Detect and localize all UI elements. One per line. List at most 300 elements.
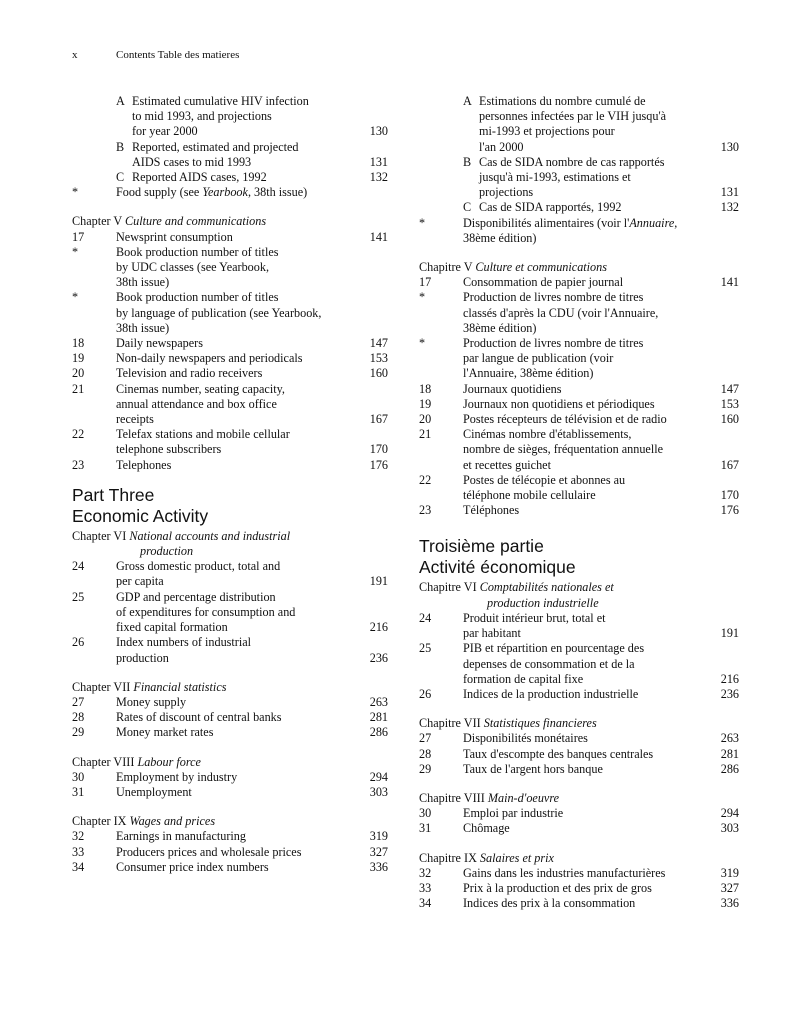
- toc-entry: [419, 275, 739, 290]
- entry-title: [479, 94, 739, 155]
- entry-number: C: [463, 200, 472, 215]
- entry-text-line: Cas de SIDA nombre de cas rapportés: [479, 154, 665, 169]
- entry-number: 32: [419, 865, 432, 880]
- toc-entry: [72, 230, 388, 245]
- entry-text-line: Money market rates: [116, 725, 214, 740]
- entry-title: [132, 170, 388, 185]
- chapter-title: Culture et communications: [475, 260, 607, 275]
- entry-number: 18: [419, 381, 432, 396]
- entry-title: [463, 382, 739, 397]
- entry-title: [463, 611, 739, 641]
- chapter-title: Comptabilités nationales et: [479, 580, 614, 595]
- entry-title: [463, 275, 739, 290]
- entry-title: [463, 412, 739, 427]
- entry-text-line: classés d'après la CDU (voir l'Annuaire,: [463, 305, 659, 320]
- entry-page: 216: [720, 671, 739, 686]
- entry-number: 26: [419, 686, 432, 701]
- chapter-title: Main-d'oeuvre: [487, 790, 560, 805]
- entry-text-line: receipts: [116, 412, 154, 427]
- chapter-title: Wages and prices: [129, 814, 216, 829]
- entry-number: *: [72, 244, 79, 259]
- toc-entry: [72, 458, 388, 473]
- entry-text-line: Non-daily newspapers and periodicals: [116, 351, 303, 366]
- part-number: Troisième partie: [419, 536, 544, 557]
- entry-text-line: Rates of discount of central banks: [116, 710, 282, 725]
- entry-text-line: Production de livres nombre de titres: [463, 336, 644, 351]
- entry-text-line: Cinemas number, seating capacity,: [116, 381, 285, 396]
- chapter-label: Chapitre VI: [419, 580, 477, 595]
- toc-entry: [419, 747, 739, 762]
- toc-entry: [72, 366, 388, 381]
- entry-text: Disponibilités alimentaires (voir l': [463, 215, 630, 230]
- entry-page: 170: [720, 488, 739, 503]
- entry-text-line: formation de capital fixe: [463, 671, 584, 686]
- toc-entry: [72, 427, 388, 457]
- entry-title: [116, 725, 388, 740]
- entry-text-line: Producers prices and wholesale prices: [116, 844, 302, 859]
- entry-number: 17: [72, 229, 85, 244]
- entry-title: [463, 641, 739, 687]
- toc-entry: [419, 731, 739, 746]
- entry-title: [479, 155, 739, 201]
- chapter-heading: [72, 680, 388, 695]
- entry-text-line: Earnings in manufacturing: [116, 829, 246, 844]
- chapter-heading: [419, 851, 739, 866]
- chapter-heading: [72, 529, 388, 559]
- entry-title: [116, 290, 388, 336]
- entry-title: [132, 140, 388, 170]
- entry-text-line: Postes récepteurs de télévision et de radio: [463, 412, 667, 427]
- toc-entry: [419, 336, 739, 382]
- entry-number: 18: [72, 336, 85, 351]
- entry-title: [116, 785, 388, 800]
- entry-number: *: [72, 185, 79, 200]
- entry-text-line: AIDS cases to mid 1993: [132, 154, 252, 169]
- chapter-title-cont: production industrielle: [487, 595, 599, 610]
- entry-title: [463, 881, 739, 896]
- entry-text-line: Taux d'escompte des banques centrales: [463, 746, 654, 761]
- entry-number: 25: [72, 589, 85, 604]
- entry-text-line: Reported, estimated and projected: [132, 139, 299, 154]
- entry-page: 286: [720, 761, 739, 776]
- entry-text-line: by language of publication (see Yearbook,: [116, 305, 322, 320]
- entry-title: [116, 695, 388, 710]
- toc-entry: [419, 382, 739, 397]
- entry-title: [116, 829, 388, 844]
- entry-page: 281: [369, 710, 388, 725]
- entry-number: 34: [72, 859, 85, 874]
- toc-entry: [72, 845, 388, 860]
- entry-text-line: Telephones: [116, 457, 172, 472]
- part-number: Part Three: [72, 484, 155, 505]
- entry-page: 327: [720, 880, 739, 895]
- entry-text-line: Consumer price index numbers: [116, 859, 269, 874]
- entry-page: 160: [369, 366, 388, 381]
- entry-title: [463, 503, 739, 518]
- entry-text-line: Newsprint consumption: [116, 229, 233, 244]
- entry-text-line: Estimations du nombre cumulé de: [479, 94, 646, 108]
- entry-text-line: 38ème édition): [463, 320, 537, 335]
- entry-title: [463, 762, 739, 777]
- entry-text-line: Téléphones: [463, 503, 520, 518]
- entry-number: 30: [419, 806, 432, 821]
- chapter-title: Salaires et prix: [479, 850, 554, 865]
- entry-page: 131: [369, 154, 388, 169]
- entry-text-line: Gains dans les industries manufacturières: [463, 865, 666, 880]
- entry-number: 22: [72, 427, 85, 442]
- entry-text-line: projections: [479, 185, 534, 200]
- entry-number: 27: [72, 694, 85, 709]
- entry-title: [116, 382, 388, 428]
- entry-text-line: Prix à la production et des prix de gros: [463, 880, 652, 895]
- part-heading: [419, 536, 739, 578]
- entry-page: 236: [720, 686, 739, 701]
- toc-entry: [72, 635, 388, 665]
- contents-column-english: [72, 94, 388, 875]
- entry-text-line: GDP and percentage distribution: [116, 589, 276, 604]
- entry-title: [116, 710, 388, 725]
- chapter-heading: [419, 580, 739, 610]
- entry-text-line: Money supply: [116, 694, 187, 709]
- entry-title: [463, 336, 739, 382]
- entry-page: 336: [720, 896, 739, 911]
- entry-title: [116, 559, 388, 589]
- entry-page: 153: [369, 351, 388, 366]
- entry-text-line: nombre de sièges, fréquentation annuelle: [463, 442, 664, 457]
- entry-title: [463, 473, 739, 503]
- chapter-title-cont: production: [140, 544, 194, 559]
- toc-entry: [72, 559, 388, 589]
- entry-text-line: 38th issue): [116, 320, 170, 335]
- entry-page: 176: [720, 503, 739, 518]
- entry-page: 319: [369, 829, 388, 844]
- contents-column-french: [419, 94, 739, 911]
- entry-page: 281: [720, 746, 739, 761]
- entry-text-line: Consommation de papier journal: [463, 275, 624, 290]
- entry-title: [116, 366, 388, 381]
- part-title: Economic Activity: [72, 505, 209, 526]
- toc-entry: [72, 785, 388, 800]
- entry-number: 34: [419, 896, 432, 911]
- toc-entry: [72, 170, 388, 185]
- entry-number: 22: [419, 472, 432, 487]
- toc-entry: [72, 829, 388, 844]
- chapter-label: Chapter V: [72, 214, 122, 229]
- entry-text-line: Production de livres nombre de titres: [463, 290, 644, 305]
- entry-title: [463, 866, 739, 881]
- entry-title: [463, 397, 739, 412]
- entry-text-line: Journaux non quotidiens et périodiques: [463, 396, 655, 411]
- entry-page: 294: [369, 769, 388, 784]
- entry-title: [116, 185, 388, 200]
- entry-text-line: par langue de publication (voir: [463, 351, 614, 366]
- entry-page: 132: [720, 200, 739, 215]
- entry-title: [116, 351, 388, 366]
- entry-text-line: per capita: [116, 574, 164, 589]
- entry-text-line: production: [116, 650, 169, 665]
- entry-page: 131: [720, 185, 739, 200]
- toc-entry: [72, 590, 388, 636]
- toc-entry: [72, 382, 388, 428]
- toc-entry: [72, 770, 388, 785]
- toc-entry: [72, 245, 388, 291]
- toc-entry: [72, 140, 388, 170]
- entry-text-line: mi-1993 et projections pour: [479, 124, 615, 139]
- entry-page: 327: [369, 844, 388, 859]
- entry-page: 236: [369, 650, 388, 665]
- entry-text-line: Indices des prix à la consommation: [463, 896, 636, 911]
- entry-page: 286: [369, 725, 388, 740]
- entry-page: 336: [369, 859, 388, 874]
- chapter-label: Chapitre VIII: [419, 790, 485, 805]
- toc-entry: [72, 695, 388, 710]
- toc-entry: [419, 641, 739, 687]
- page-number: x: [72, 49, 78, 61]
- chapter-label: Chapter IX: [72, 814, 127, 829]
- entry-title: [116, 860, 388, 875]
- entry-text-line: Produit intérieur brut, total et: [463, 610, 606, 625]
- entry-number: 31: [72, 784, 85, 799]
- entry-page: 141: [720, 275, 739, 290]
- entry-number: B: [116, 139, 125, 154]
- entry-number: 20: [419, 412, 432, 427]
- toc-entry: [419, 762, 739, 777]
- toc-entry: [72, 710, 388, 725]
- entry-number: A: [116, 94, 125, 108]
- entry-number: 24: [419, 610, 432, 625]
- toc-entry: [72, 351, 388, 366]
- entry-text-line: depenses de consommation et de la: [463, 656, 635, 671]
- entry-page: 167: [720, 457, 739, 472]
- entry-title: [116, 845, 388, 860]
- entry-title: [116, 770, 388, 785]
- toc-entry: [72, 725, 388, 740]
- entry-text-line: et recettes guichet: [463, 457, 551, 472]
- chapter-label: Chapitre IX: [419, 850, 477, 865]
- entry-number: 23: [419, 503, 432, 518]
- chapter-title: Labour force: [137, 754, 201, 769]
- running-title: Contents Table des matieres: [116, 49, 240, 61]
- entry-title: [463, 896, 739, 911]
- toc-entry: [419, 821, 739, 836]
- entry-text-line: Cas de SIDA rapportés, 1992: [479, 200, 622, 215]
- part-heading: [72, 485, 388, 527]
- entry-title: [116, 336, 388, 351]
- entry-text-line: Unemployment: [116, 784, 192, 799]
- entry-text-line: jusqu'à mi-1993, estimations et: [479, 170, 631, 185]
- entry-number: A: [463, 94, 472, 108]
- entry-text-italic: Annuaire: [629, 215, 675, 230]
- entry-text-line: l'Annuaire, 38ème édition): [463, 366, 594, 381]
- entry-text-line: personnes infectées par le VIH jusqu'à: [479, 109, 667, 124]
- entry-text-line: Taux de l'argent hors banque: [463, 761, 603, 776]
- entry-text-line: Estimated cumulative HIV infection: [132, 94, 309, 108]
- entry-number: *: [72, 290, 79, 305]
- entry-page: 263: [369, 694, 388, 709]
- chapter-label: Chapter VIII: [72, 754, 135, 769]
- entry-title: [132, 94, 388, 140]
- entry-number: 30: [72, 769, 85, 784]
- toc-entry: [419, 397, 739, 412]
- entry-number: 33: [72, 844, 85, 859]
- entry-text: , 38th issue): [247, 185, 308, 200]
- entry-page: 303: [720, 821, 739, 836]
- entry-title: [463, 427, 739, 473]
- entry-number: 19: [419, 396, 432, 411]
- entry-number: 21: [419, 427, 432, 442]
- entry-page: 176: [369, 457, 388, 472]
- entry-title: [116, 230, 388, 245]
- chapter-heading: [419, 716, 739, 731]
- entry-title: [463, 216, 739, 246]
- toc-entry: [419, 687, 739, 702]
- entry-number: 28: [72, 710, 85, 725]
- entry-page: 216: [369, 620, 388, 635]
- entry-text-line: 38ème édition): [463, 230, 537, 245]
- entry-text-line: Cinémas nombre d'établissements,: [463, 427, 632, 442]
- chapter-title: Statistiques financieres: [483, 716, 597, 731]
- entry-text-line: fixed capital formation: [116, 620, 228, 635]
- entry-text-line: to mid 1993, and projections: [132, 109, 272, 124]
- toc-entry: [72, 336, 388, 351]
- entry-text-line: Daily newspapers: [116, 336, 203, 351]
- entry-page: 153: [720, 396, 739, 411]
- toc-entry: [419, 94, 739, 155]
- entry-title: [116, 635, 388, 665]
- entry-text-line: téléphone mobile cellulaire: [463, 488, 596, 503]
- entry-text-line: 38th issue): [116, 275, 170, 290]
- entry-text-line: Employment by industry: [116, 769, 238, 784]
- entry-number: *: [419, 336, 426, 351]
- entry-number: 31: [419, 821, 432, 836]
- entry-title: [463, 290, 739, 336]
- entry-page: 160: [720, 412, 739, 427]
- entry-page: 141: [369, 229, 388, 244]
- entry-page: 191: [369, 574, 388, 589]
- entry-page: 319: [720, 865, 739, 880]
- entry-title: [463, 687, 739, 702]
- entry-text-line: l'an 2000: [479, 139, 524, 154]
- entry-title: [116, 427, 388, 457]
- chapter-heading: [419, 791, 739, 806]
- chapter-title: Culture and communications: [125, 214, 267, 229]
- entry-page: 147: [720, 381, 739, 396]
- toc-entry-food-supply: [419, 216, 739, 246]
- entry-text-line: Indices de la production industrielle: [463, 686, 639, 701]
- entry-number: *: [419, 290, 426, 305]
- entry-text-line: Television and radio receivers: [116, 366, 263, 381]
- entry-title: [116, 458, 388, 473]
- entry-page: 147: [369, 336, 388, 351]
- entry-title: [463, 821, 739, 836]
- entry-number: 25: [419, 641, 432, 656]
- entry-number: 29: [72, 725, 85, 740]
- chapter-title: Financial statistics: [133, 679, 227, 694]
- entry-text-line: Postes de télécopie et abonnes au: [463, 472, 626, 487]
- entry-text-line: Chômage: [463, 821, 510, 836]
- toc-entry: [419, 473, 739, 503]
- entry-text-line: for year 2000: [132, 124, 198, 139]
- entry-number: 33: [419, 880, 432, 895]
- chapter-heading: [419, 260, 739, 275]
- part-title: Activité économique: [419, 557, 576, 578]
- entry-title: [479, 200, 739, 215]
- entry-text-line: PIB et répartition en pourcentage des: [463, 641, 645, 656]
- entry-number: 23: [72, 457, 85, 472]
- entry-text-line: annual attendance and box office: [116, 396, 277, 411]
- toc-entry: [72, 94, 388, 140]
- entry-number: B: [463, 154, 472, 169]
- entry-text-line: par habitant: [463, 626, 521, 641]
- chapter-label: Chapitre V: [419, 260, 473, 275]
- entry-page: 191: [720, 626, 739, 641]
- chapter-title: National accounts and industrial: [129, 528, 291, 543]
- chapter-heading: [72, 755, 388, 770]
- entry-page: 132: [369, 170, 388, 185]
- toc-entry: [419, 155, 739, 201]
- entry-number: 24: [72, 559, 85, 574]
- entry-number: *: [419, 215, 426, 230]
- entry-title: [463, 731, 739, 746]
- chapter-label: Chapitre VII: [419, 716, 481, 731]
- entry-page: 303: [369, 784, 388, 799]
- entry-page: 170: [369, 442, 388, 457]
- entry-number: C: [116, 170, 125, 185]
- toc-entry: [419, 427, 739, 473]
- toc-entry-food-supply: [72, 185, 388, 200]
- entry-number: 29: [419, 761, 432, 776]
- entry-text-line: Emploi par industrie: [463, 806, 564, 821]
- entry-text-line: of expenditures for consumption and: [116, 604, 296, 619]
- toc-entry: [419, 290, 739, 336]
- entry-text-italic: Yearbook: [202, 185, 248, 200]
- chapter-heading: [72, 814, 388, 829]
- toc-entry: [419, 412, 739, 427]
- entry-number: 26: [72, 635, 85, 650]
- chapter-label: Chapter VII: [72, 679, 131, 694]
- toc-entry: [419, 200, 739, 215]
- entry-page: 130: [369, 124, 388, 139]
- entry-number: 21: [72, 381, 85, 396]
- entry-text-line: by UDC classes (see Yearbook,: [116, 260, 269, 275]
- entry-text-line: Journaux quotidiens: [463, 381, 562, 396]
- entry-text-line: Gross domestic product, total and: [116, 559, 281, 574]
- toc-entry: [419, 881, 739, 896]
- entry-text-line: Index numbers of industrial: [116, 635, 252, 650]
- entry-text: Food supply (see: [116, 185, 203, 200]
- toc-entry: [419, 806, 739, 821]
- entry-text-line: Book production number of titles: [116, 290, 279, 305]
- toc-entry: [419, 896, 739, 911]
- entry-text-line: Book production number of titles: [116, 244, 279, 259]
- entry-page: 167: [369, 412, 388, 427]
- entry-title: [463, 747, 739, 762]
- entry-text-line: telephone subscribers: [116, 442, 222, 457]
- toc-entry: [72, 860, 388, 875]
- entry-number: 19: [72, 351, 85, 366]
- chapter-label: Chapter VI: [72, 528, 127, 543]
- entry-title: [463, 806, 739, 821]
- toc-entry: [419, 503, 739, 518]
- entry-title: [116, 245, 388, 291]
- entry-text-line: Reported AIDS cases, 1992: [132, 170, 267, 185]
- entry-title: [116, 590, 388, 636]
- entry-number: 17: [419, 275, 432, 290]
- entry-number: 20: [72, 366, 85, 381]
- toc-entry: [72, 290, 388, 336]
- entry-page: 130: [720, 139, 739, 154]
- entry-text: ,: [674, 215, 678, 230]
